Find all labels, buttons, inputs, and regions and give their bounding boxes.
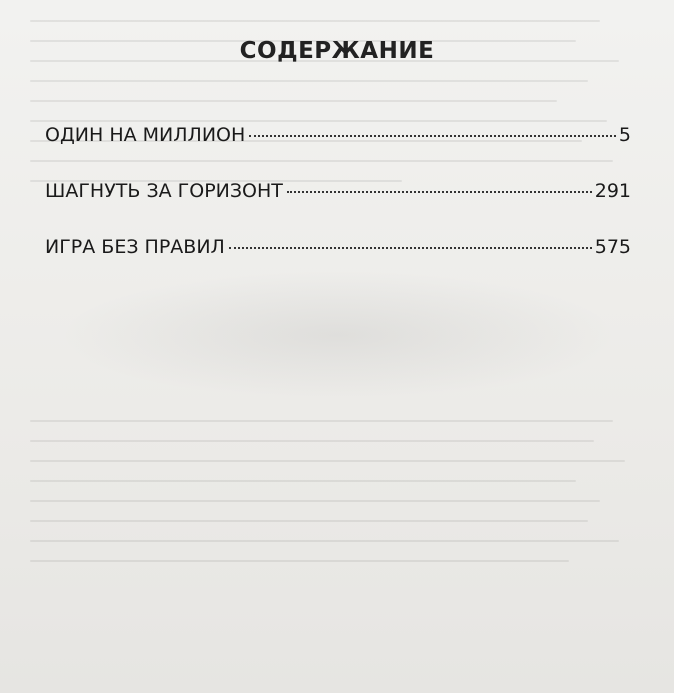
- page-title: СОДЕРЖАНИЕ: [239, 38, 435, 64]
- toc-leader-dots: [287, 191, 592, 193]
- toc-entry[interactable]: [45, 124, 631, 180]
- toc-entry-title: ОДИН НА МИЛЛИОН: [45, 124, 246, 146]
- toc-entry[interactable]: [45, 180, 631, 236]
- toc-entry[interactable]: [45, 236, 631, 292]
- toc-leader-dots: [249, 135, 616, 137]
- toc-entry-page: 291: [594, 180, 631, 202]
- toc-entry-page: 575: [594, 236, 631, 258]
- table-of-contents: [45, 124, 631, 292]
- toc-leader-dots: [229, 247, 592, 249]
- toc-entry-title: ШАГНУТЬ ЗА ГОРИЗОНТ: [45, 180, 283, 202]
- toc-entry-title: ИГРА БЕЗ ПРАВИЛ: [45, 236, 225, 258]
- toc-entry-page: 5: [618, 124, 631, 146]
